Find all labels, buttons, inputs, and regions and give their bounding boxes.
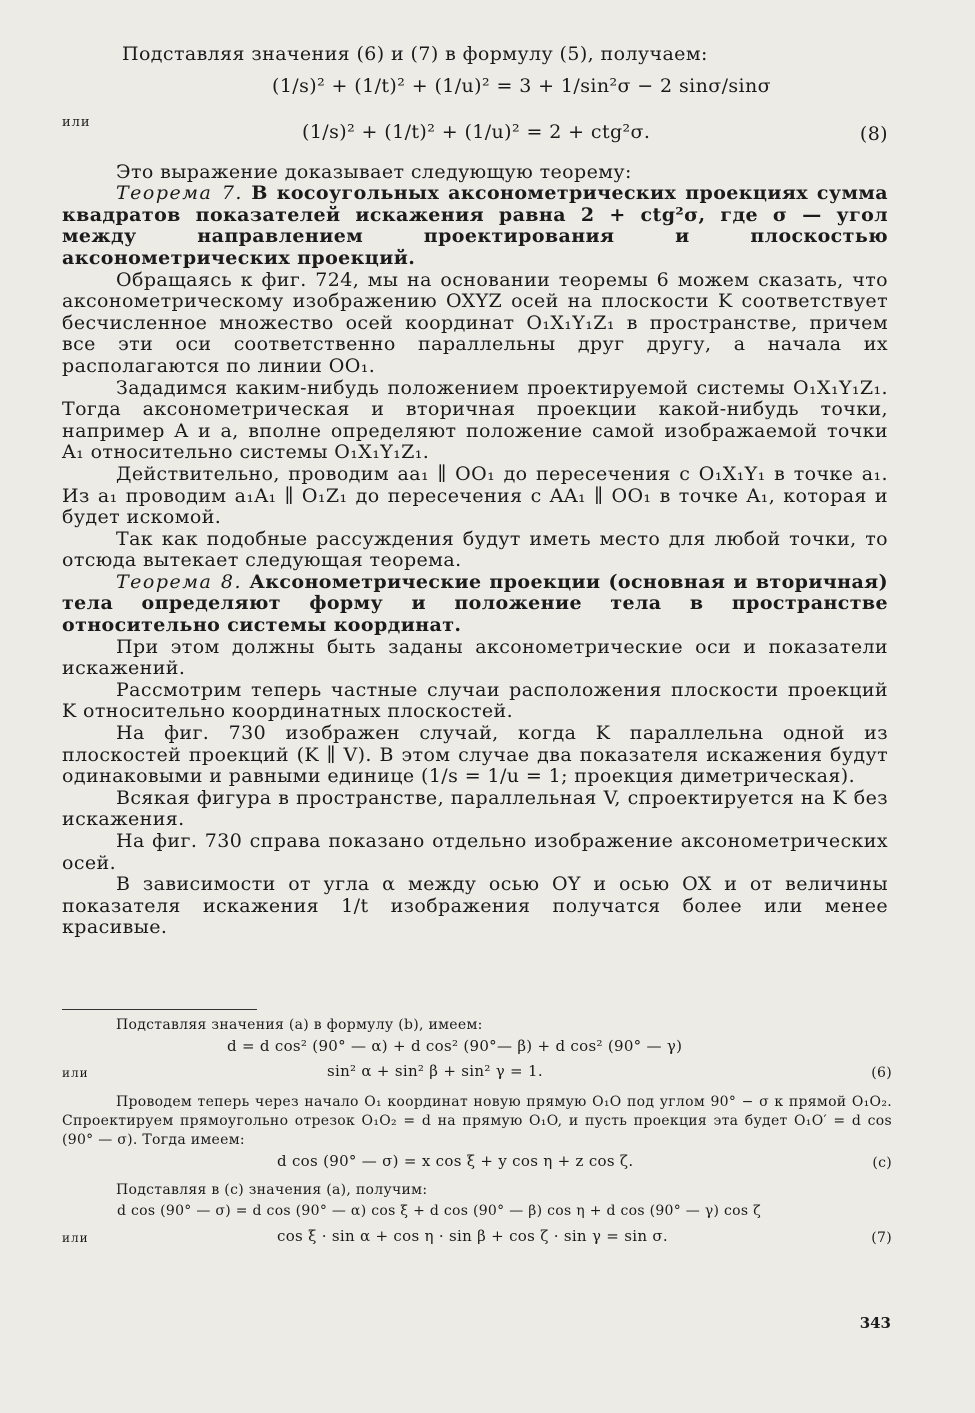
- equation-formula: cos ξ · sin α + cos η · sin β + cos ζ · sin γ = sin σ.: [277, 1227, 668, 1245]
- equation-formula: d = d cos² (90° — α) + d cos² (90°— β) + d cos² (90° — γ): [227, 1037, 683, 1055]
- equation-number: (c): [872, 1155, 892, 1171]
- theorem-7: [62, 183, 888, 269]
- equation-formula: d cos (90° — σ) = d cos (90° — α) cos ξ + d cos (90° — β) cos η + d cos (90° — γ) cos ζ: [117, 1203, 762, 1219]
- footnote-paragraph: Проводем теперь через начало O₁ координат новую прямую O₁O под углом 90° − σ к прямой O₁O₂. Спроектируем прямоугольно отрезок O₁O₂ = d на прямую O₁O, и пусть проекция эта будет O₁O′ = d cos (90° — σ). Тогда имеем:: [62, 1094, 892, 1148]
- paragraph: Всякая фигура в пространстве, параллельная V, спроектируется на K без искажения.: [62, 786, 888, 831]
- paragraph: Зададимся каким-нибудь положением проектируемой системы O₁X₁Y₁Z₁. Тогда аксонометрическая и вторичная проекции какой-нибудь точки, например A и a, вполне определяют положение самой изображаемой точки A₁ относительно системы O₁X₁Y₁Z₁.: [62, 376, 888, 464]
- paragraph: В зависимости от угла α между осью OY и осью OX и от величины показателя искажения 1/t изображения получатся более или менее красивые.: [62, 873, 888, 939]
- footnote-equation-6: [62, 1060, 892, 1085]
- equation-formula: sin² α + sin² β + sin² γ = 1.: [327, 1062, 543, 1080]
- or-label: или: [62, 1231, 89, 1245]
- footnote-divider: [62, 1009, 257, 1010]
- theorem-title: Теорема 8.: [116, 570, 242, 593]
- paragraph: На фиг. 730 изображен случай, когда K параллельна одной из плоскостей проекций (K ∥ V). В этом случае два показателя искажения будут одинаковыми и равными единице (1/s = 1/u = 1; проекция диметрическая).: [62, 722, 888, 788]
- equation-formula: (1/s)² + (1/t)² + (1/u)² = 2 + ctg²σ.: [302, 120, 651, 143]
- equation-number: (7): [871, 1230, 892, 1246]
- footnote-line: Подставляя в (c) значения (a), получим:: [116, 1182, 428, 1198]
- equation-formula: (1/s)² + (1/t)² + (1/u)² = 3 + 1/sin²σ − 2 sinσ/sinσ: [272, 74, 772, 97]
- theorem-text: Аксонометрические проекции (основная и вторичная) тела определяют форму и положение тела в пространстве относительно системы координат.: [62, 570, 888, 637]
- equation-number: (8): [859, 122, 888, 145]
- paragraph: Действительно, проводим aa₁ ∥ OO₁ до пересечения с O₁X₁Y₁ в точке a₁. Из a₁ проводим a₁A₁ ∥ O₁Z₁ до пересечения с AA₁ ∥ OO₁ в точке A₁, которая и будет искомой.: [62, 462, 888, 529]
- main-text: [62, 44, 888, 939]
- footnote: [62, 1016, 892, 1250]
- theorem-8: [62, 572, 888, 637]
- footnote-equation-7: [62, 1225, 892, 1250]
- footnote-equation-c: [62, 1150, 892, 1175]
- page-number: 343: [859, 1314, 891, 1332]
- footnote-line: Подставляя значения (a) в формулу (b), имеем:: [116, 1017, 483, 1033]
- footnote-equation: [62, 1200, 892, 1225]
- equation-unnumbered: [62, 66, 888, 112]
- equation-8: [62, 112, 888, 158]
- paragraph: Рассмотрим теперь частные случаи расположения плоскости проекций K относительно координатных плоскостей.: [62, 678, 888, 723]
- theorem-title: Теорема 7.: [116, 182, 243, 205]
- paragraph: При этом должны быть заданы аксонометрические оси и показатели искажений.: [62, 635, 888, 680]
- footnote-equation: [62, 1035, 892, 1060]
- or-label: или: [62, 114, 91, 130]
- paragraph: Это выражение доказывает следующую теорему:: [116, 160, 632, 183]
- intro-line: Подставляя значения (6) и (7) в формулу (5), получаем:: [122, 43, 708, 65]
- paragraph: На фиг. 730 справа показано отдельно изображение аксонометрических осей.: [62, 830, 888, 874]
- or-label: или: [62, 1066, 89, 1080]
- paragraph: Обращаясь к фиг. 724, мы на основании теоремы 6 можем сказать, что аксонометрическому изображению OXYZ осей на плоскости K соответствует бесчисленное множество осей координат O₁X₁Y₁Z₁ в пространстве, причем все эти оси соответственно параллельны друг другу, а начала их располагаются по линии OO₁.: [62, 268, 888, 377]
- paragraph: Так как подобные рассуждения будут иметь место для любой точки, то отсюда вытекает следующая теорема.: [62, 527, 888, 572]
- equation-formula: d cos (90° — σ) = x cos ξ + y cos η + z cos ζ.: [277, 1152, 634, 1170]
- theorem-text: В косоугольных аксонометрических проекциях сумма квадратов показателей искажения равна 2 + ctg²σ, где σ — угол между направлением проектирования и плоскостью аксонометрических проекций.: [62, 182, 888, 269]
- equation-number: (6): [871, 1065, 892, 1081]
